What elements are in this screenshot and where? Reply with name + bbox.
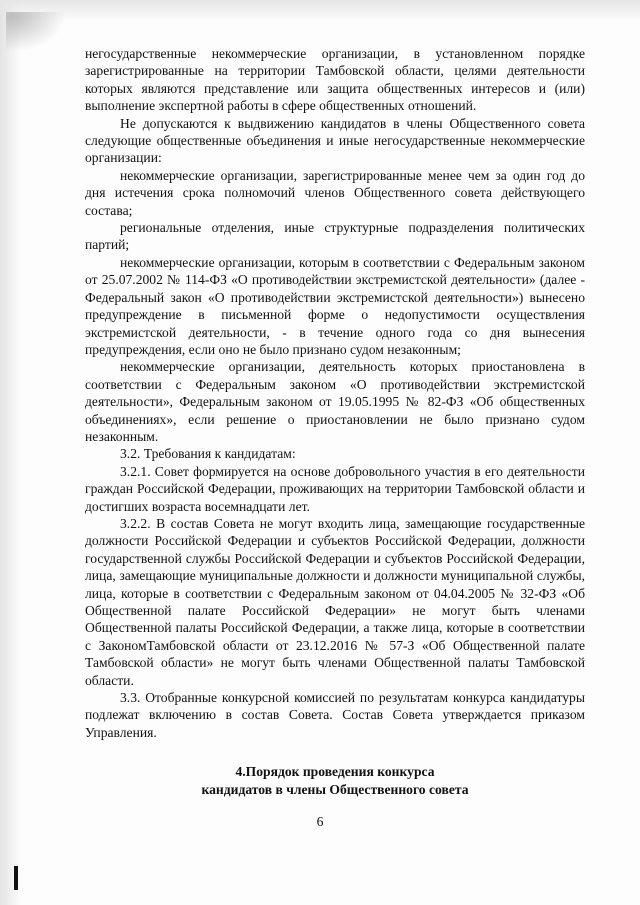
scan-margin-mark [14, 866, 18, 890]
page-number: 6 [316, 814, 324, 829]
paragraph: негосударственные некоммерческие организации, в установленном порядке зарегистрированные на территории Тамбовской области, целями деятельности которых являются представление или защита общественных интересов и (или) выполнение экспертной работы в сфере общественных отношений. [85, 46, 585, 114]
section-title [85, 763, 585, 798]
section-title-line: 4.Порядок проведения конкурса [235, 764, 435, 779]
scan-shadow-left [0, 0, 20, 905]
list-item: некоммерческие организации, зарегистрированные менее чем за один год до дня истечения срока полномочий членов Общественного совета действующего состава; [85, 167, 585, 218]
paragraph: Не допускаются к выдвижению кандидатов в члены Общественного совета следующие общественные объединения и иные негосударственные некоммерческие организации: [85, 115, 585, 166]
paragraph: 3.2.2. В состав Совета не могут входить лица, замещающие государственные должности Российской Федерации и субъектов Российской Федерации, должности государственной службы Российской Федерации и субъектов Российской Федерации, лица, замещающие муниципальные должности и должности муниципальной службы, лица, которые в соответствии с Федеральным законом от 04.04.2005 № 32-ФЗ «Об Общественной палате Российской Федерации» не могут быть членами Общественной палаты Российской Федерации, а также лица, которые в соответствии с ЗакономТамбовской области от 23.12.2016 № 57-З «Об Общественной палате Тамбовской области» не могут быть членами Общественной палаты Тамбовской области. [85, 515, 585, 688]
scan-corner-mark [6, 12, 66, 52]
list-item: некоммерческие организации, деятельность которых приостановлена в соответствии с Федеральным законом «О противодействии экстремистской деятельности», Федеральным законом от 19.05.1995 № 82-ФЗ «Об общественных объединениях», если решение о приостановлении не было признано судом незаконным. [85, 359, 585, 444]
section-title-line: кандидатов в члены Общественного совета [201, 781, 469, 797]
section-heading: 3.2. Требования к кандидатам: [120, 446, 296, 462]
paragraph: 3.3. Отобранные конкурсной комиссией по результатам конкурса кандидатуры подлежат включению в состав Совета. Состав Совета утверждается приказом Управления. [85, 690, 585, 740]
document-body [85, 45, 585, 741]
list-item: некоммерческие организации, которым в соответствии с Федеральным законом от 25.07.2002 № 114-ФЗ «О противодействии экстремистской деятельности» (далее - Федеральный закон «О противодействии экстремистской деятельности») вынесено предупреждение в письменной форме о недопустимости осуществления экстремистской деятельности, - в течение одного года со дня вынесения предупреждения, если оно не было признано судом незаконным; [85, 254, 585, 357]
list-item: региональные отделения, иные структурные подразделения политических партий; [85, 220, 585, 253]
scan-shadow-top [0, 0, 640, 22]
paragraph: 3.2.1. Совет формируется на основе добровольного участия в его деятельности граждан Российской Федерации, проживающих на территории Тамбовской области и достигших возраста восемнадцати лет. [85, 463, 585, 514]
